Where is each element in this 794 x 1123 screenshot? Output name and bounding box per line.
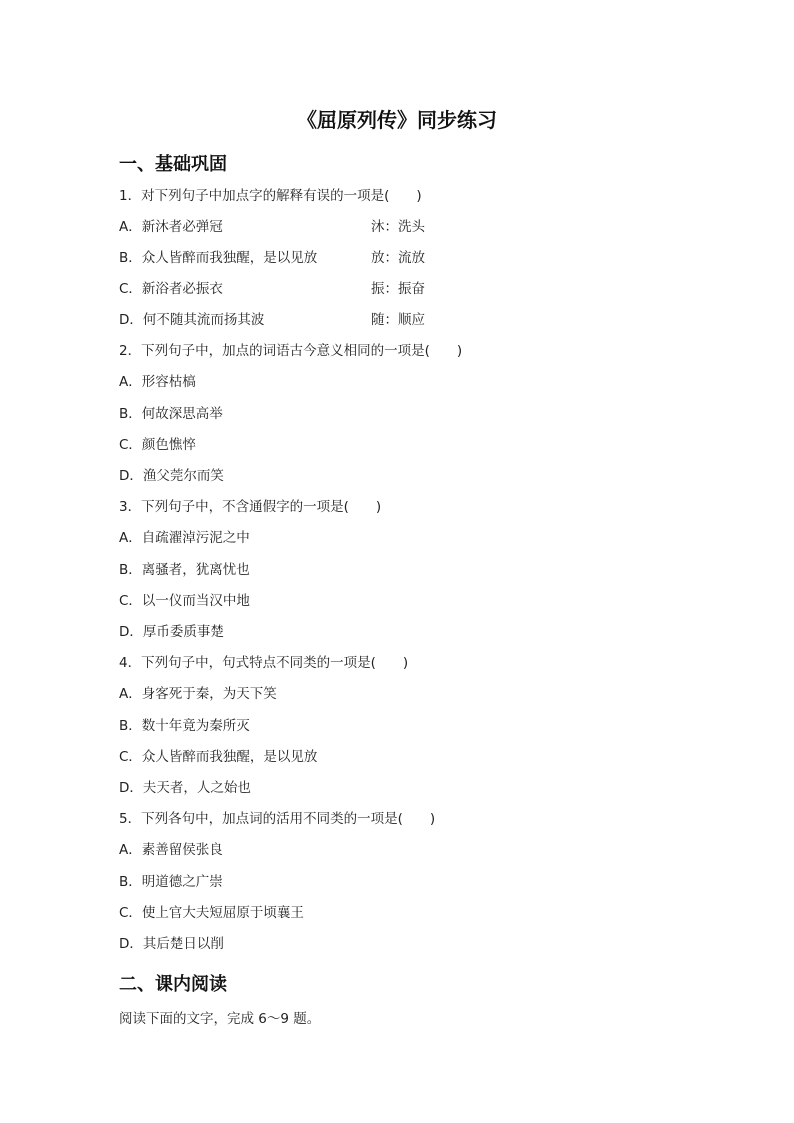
question-2-option-c: C．颜色憔悴: [119, 437, 196, 453]
section-heading-basics: 一、基础巩固: [119, 154, 227, 175]
question-5-option-c: C．使上官大夫短屈原于顷襄王: [119, 905, 304, 921]
question-1-option-d: D．何不随其流而扬其波: [119, 312, 265, 328]
question-5-option-a: A．素善留侯张良: [119, 842, 223, 858]
question-1-option-d-gloss: 随：顺应: [371, 312, 425, 328]
question-5-stem: 5．下列各句中，加点词的活用不同类的一项是( ): [119, 811, 436, 827]
question-4-option-b: B．数十年竟为秦所灭: [119, 718, 250, 734]
question-4-option-d: D．夫天者，人之始也: [119, 780, 251, 796]
question-3-option-a: A．自疏濯淖污泥之中: [119, 530, 250, 546]
section-heading-reading: 二、课内阅读: [119, 974, 227, 995]
question-1-option-b: B．众人皆醉而我独醒，是以见放: [119, 250, 318, 266]
question-3-option-b: B．离骚者，犹离忧也: [119, 562, 250, 578]
question-4-option-a: A．身客死于秦，为天下笑: [119, 686, 277, 702]
question-5-option-d: D．其后楚日以削: [119, 936, 224, 952]
question-3-option-d: D．厚币委质事楚: [119, 624, 224, 640]
question-4-option-c: C．众人皆醉而我独醒，是以见放: [119, 749, 318, 765]
question-2-option-a: A．形容枯槁: [119, 374, 196, 390]
page-title: 《屈原列传》同步练习: [297, 108, 497, 132]
question-1-option-a: A．新沐者必弹冠: [119, 219, 223, 235]
question-1-option-a-gloss: 沐：洗头: [371, 219, 425, 235]
question-5-option-b: B．明道德之广崇: [119, 874, 223, 890]
question-1-option-b-gloss: 放：流放: [371, 250, 425, 266]
question-3-option-c: C．以一仪而当汉中地: [119, 593, 250, 609]
question-2-option-b: B．何故深思高举: [119, 406, 223, 422]
reading-instructions: 阅读下面的文字，完成 6～9 题。: [119, 1011, 321, 1027]
question-2-option-d: D．渔父莞尔而笑: [119, 468, 224, 484]
question-1-stem: 1．对下列句子中加点字的解释有误的一项是( ): [119, 188, 422, 204]
question-1-option-c: C．新浴者必振衣: [119, 281, 223, 297]
question-4-stem: 4．下列句子中，句式特点不同类的一项是( ): [119, 655, 409, 671]
question-2-stem: 2．下列句子中，加点的词语古今意义相同的一项是( ): [119, 343, 463, 359]
question-1-option-c-gloss: 振：振奋: [371, 281, 425, 297]
question-3-stem: 3．下列句子中，不含通假字的一项是( ): [119, 499, 382, 515]
